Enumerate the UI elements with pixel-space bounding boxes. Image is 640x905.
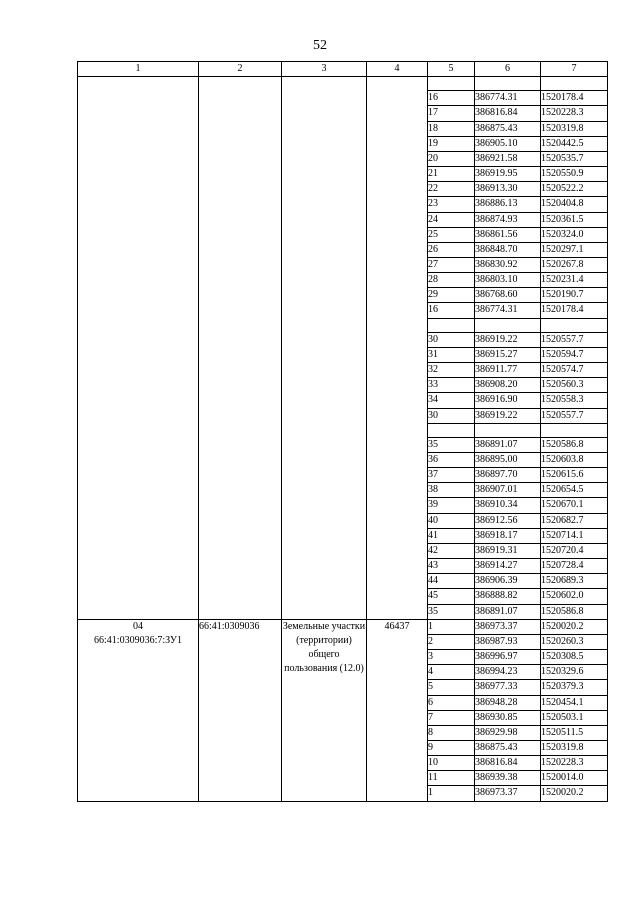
- header-col-6: 6: [475, 62, 541, 77]
- point-number: 35: [428, 604, 475, 619]
- point-number: 10: [428, 756, 475, 771]
- coord-y: 1520178.4: [541, 303, 608, 318]
- header-col-4: 4: [367, 62, 428, 77]
- coord-x: 386973.37: [475, 786, 541, 801]
- coord-y: 1520260.3: [541, 634, 608, 649]
- coord-x: 386918.17: [475, 528, 541, 543]
- coord-y: 1520602.0: [541, 589, 608, 604]
- point-number: 45: [428, 589, 475, 604]
- parcel-index: 04: [133, 620, 143, 632]
- point-number: 29: [428, 288, 475, 303]
- parcel-cadastral-id: 66:41:0309036:7:ЗУ1: [94, 634, 182, 646]
- point-number: 8: [428, 725, 475, 740]
- coord-y: 1520670.1: [541, 498, 608, 513]
- coord-x: 386907.01: [475, 483, 541, 498]
- coord-y: 1520329.6: [541, 665, 608, 680]
- group1-col-3: [282, 77, 367, 620]
- table-row: [78, 77, 608, 91]
- coord-y: 1520228.3: [541, 756, 608, 771]
- group1-col-1: [78, 77, 199, 620]
- coord-y: 1520442.5: [541, 136, 608, 151]
- point-number: 30: [428, 408, 475, 423]
- point-number: 42: [428, 543, 475, 558]
- coord-x: 386816.84: [475, 756, 541, 771]
- coord-x: 386768.60: [475, 288, 541, 303]
- coord-y: 1520190.7: [541, 288, 608, 303]
- coord-y: 1520014.0: [541, 771, 608, 786]
- point-number: 37: [428, 468, 475, 483]
- point-number: 16: [428, 303, 475, 318]
- point-number: 31: [428, 347, 475, 362]
- point-number: 43: [428, 559, 475, 574]
- coord-x: 386910.34: [475, 498, 541, 513]
- point-number: 5: [428, 680, 475, 695]
- coord-x: 386916.90: [475, 393, 541, 408]
- coord-y: 1520586.8: [541, 604, 608, 619]
- group1-col-2: [199, 77, 282, 620]
- point-number: 18: [428, 121, 475, 136]
- coord-x: [475, 423, 541, 437]
- point-number: 17: [428, 106, 475, 121]
- coord-x: 386891.07: [475, 604, 541, 619]
- point-number: 6: [428, 695, 475, 710]
- point-number: 33: [428, 378, 475, 393]
- coord-x: 386919.22: [475, 408, 541, 423]
- coord-y: 1520308.5: [541, 650, 608, 665]
- point-number: 1: [428, 786, 475, 801]
- area-value: 46437: [367, 619, 428, 801]
- point-number: 34: [428, 393, 475, 408]
- coord-x: 386973.37: [475, 619, 541, 634]
- coord-x: 386897.70: [475, 468, 541, 483]
- coord-y: 1520324.0: [541, 227, 608, 242]
- coord-y: 1520682.7: [541, 513, 608, 528]
- coord-y: 1520020.2: [541, 786, 608, 801]
- point-number: 2: [428, 634, 475, 649]
- point-number: 27: [428, 258, 475, 273]
- coord-x: 386895.00: [475, 453, 541, 468]
- point-number: 19: [428, 136, 475, 151]
- coord-y: 1520404.8: [541, 197, 608, 212]
- coord-x: 386774.31: [475, 91, 541, 106]
- coord-y: 1520361.5: [541, 212, 608, 227]
- coord-y: 1520503.1: [541, 710, 608, 725]
- coord-x: 386913.30: [475, 182, 541, 197]
- coord-x: 386977.33: [475, 680, 541, 695]
- coord-x: 386919.95: [475, 167, 541, 182]
- coord-x: 386908.20: [475, 378, 541, 393]
- coord-y: 1520728.4: [541, 559, 608, 574]
- point-number: 1: [428, 619, 475, 634]
- coord-y: 1520594.7: [541, 347, 608, 362]
- group1-col-4: [367, 77, 428, 620]
- coord-x: 386891.07: [475, 437, 541, 452]
- point-number: 38: [428, 483, 475, 498]
- coord-x: 386987.93: [475, 634, 541, 649]
- coord-x: 386888.82: [475, 589, 541, 604]
- coord-x: 386905.10: [475, 136, 541, 151]
- header-col-1: 1: [78, 62, 199, 77]
- point-number: 40: [428, 513, 475, 528]
- point-number: 32: [428, 363, 475, 378]
- coord-y: 1520535.7: [541, 151, 608, 166]
- header-col-3: 3: [282, 62, 367, 77]
- coord-y: [541, 77, 608, 91]
- point-number: 24: [428, 212, 475, 227]
- coord-x: 386939.38: [475, 771, 541, 786]
- coord-x: 386848.70: [475, 242, 541, 257]
- coord-x: 386874.93: [475, 212, 541, 227]
- header-col-5: 5: [428, 62, 475, 77]
- coord-x: 386803.10: [475, 273, 541, 288]
- coord-y: 1520714.1: [541, 528, 608, 543]
- parcel-number: [78, 619, 199, 801]
- coord-y: 1520297.1: [541, 242, 608, 257]
- coord-y: 1520550.9: [541, 167, 608, 182]
- coord-y: [541, 423, 608, 437]
- coord-y: 1520574.7: [541, 363, 608, 378]
- coord-x: 386912.56: [475, 513, 541, 528]
- coord-x: 386948.28: [475, 695, 541, 710]
- point-number: 21: [428, 167, 475, 182]
- coord-x: 386774.31: [475, 303, 541, 318]
- point-number: 4: [428, 665, 475, 680]
- point-number: 22: [428, 182, 475, 197]
- coord-x: 386886.13: [475, 197, 541, 212]
- point-number: 16: [428, 91, 475, 106]
- coord-x: 386875.43: [475, 740, 541, 755]
- coord-y: 1520654.5: [541, 483, 608, 498]
- point-number: [428, 77, 475, 91]
- coord-y: 1520557.7: [541, 332, 608, 347]
- point-number: 7: [428, 710, 475, 725]
- coord-y: 1520615.6: [541, 468, 608, 483]
- cadastral-quarter: 66:41:0309036: [199, 619, 282, 801]
- coord-y: 1520557.7: [541, 408, 608, 423]
- point-number: 35: [428, 437, 475, 452]
- point-number: 11: [428, 771, 475, 786]
- coord-x: 386929.98: [475, 725, 541, 740]
- coord-x: 386921.58: [475, 151, 541, 166]
- coord-y: 1520586.8: [541, 437, 608, 452]
- point-number: 26: [428, 242, 475, 257]
- point-number: 3: [428, 650, 475, 665]
- coord-x: [475, 77, 541, 91]
- table-row: [78, 619, 608, 634]
- point-number: 25: [428, 227, 475, 242]
- coord-x: 386914.27: [475, 559, 541, 574]
- point-number: 28: [428, 273, 475, 288]
- coord-y: 1520558.3: [541, 393, 608, 408]
- header-row: [78, 62, 608, 77]
- page-number: 52: [313, 38, 327, 53]
- coord-y: 1520267.8: [541, 258, 608, 273]
- coord-y: 1520178.4: [541, 91, 608, 106]
- coord-x: 386911.77: [475, 363, 541, 378]
- coord-y: 1520720.4: [541, 543, 608, 558]
- coord-y: 1520319.8: [541, 740, 608, 755]
- coord-y: 1520560.3: [541, 378, 608, 393]
- coord-x: 386996.97: [475, 650, 541, 665]
- coord-x: 386930.85: [475, 710, 541, 725]
- coord-y: 1520454.1: [541, 695, 608, 710]
- coord-y: 1520522.2: [541, 182, 608, 197]
- coord-x: 386830.92: [475, 258, 541, 273]
- point-number: 23: [428, 197, 475, 212]
- coord-y: 1520231.4: [541, 273, 608, 288]
- header-col-7: 7: [541, 62, 608, 77]
- coord-x: 386875.43: [475, 121, 541, 136]
- coord-x: 386816.84: [475, 106, 541, 121]
- coord-x: 386919.22: [475, 332, 541, 347]
- coord-y: [541, 318, 608, 332]
- coord-y: 1520379.3: [541, 680, 608, 695]
- coord-x: 386861.56: [475, 227, 541, 242]
- point-number: 20: [428, 151, 475, 166]
- coord-y: 1520319.8: [541, 121, 608, 136]
- land-use-type: Земельные участки (территории) общего пользования (12.0): [282, 619, 367, 801]
- coord-x: 386919.31: [475, 543, 541, 558]
- point-number: 44: [428, 574, 475, 589]
- point-number: 36: [428, 453, 475, 468]
- coord-y: 1520511.5: [541, 725, 608, 740]
- point-number: 9: [428, 740, 475, 755]
- coordinates-table: [77, 61, 608, 802]
- point-number: [428, 423, 475, 437]
- coord-y: 1520020.2: [541, 619, 608, 634]
- coord-x: 386915.27: [475, 347, 541, 362]
- coord-x: 386994.23: [475, 665, 541, 680]
- coord-x: [475, 318, 541, 332]
- point-number: 41: [428, 528, 475, 543]
- coord-x: 386906.39: [475, 574, 541, 589]
- point-number: 30: [428, 332, 475, 347]
- header-col-2: 2: [199, 62, 282, 77]
- point-number: 39: [428, 498, 475, 513]
- point-number: [428, 318, 475, 332]
- coord-y: 1520689.3: [541, 574, 608, 589]
- coord-y: 1520603.8: [541, 453, 608, 468]
- coord-y: 1520228.3: [541, 106, 608, 121]
